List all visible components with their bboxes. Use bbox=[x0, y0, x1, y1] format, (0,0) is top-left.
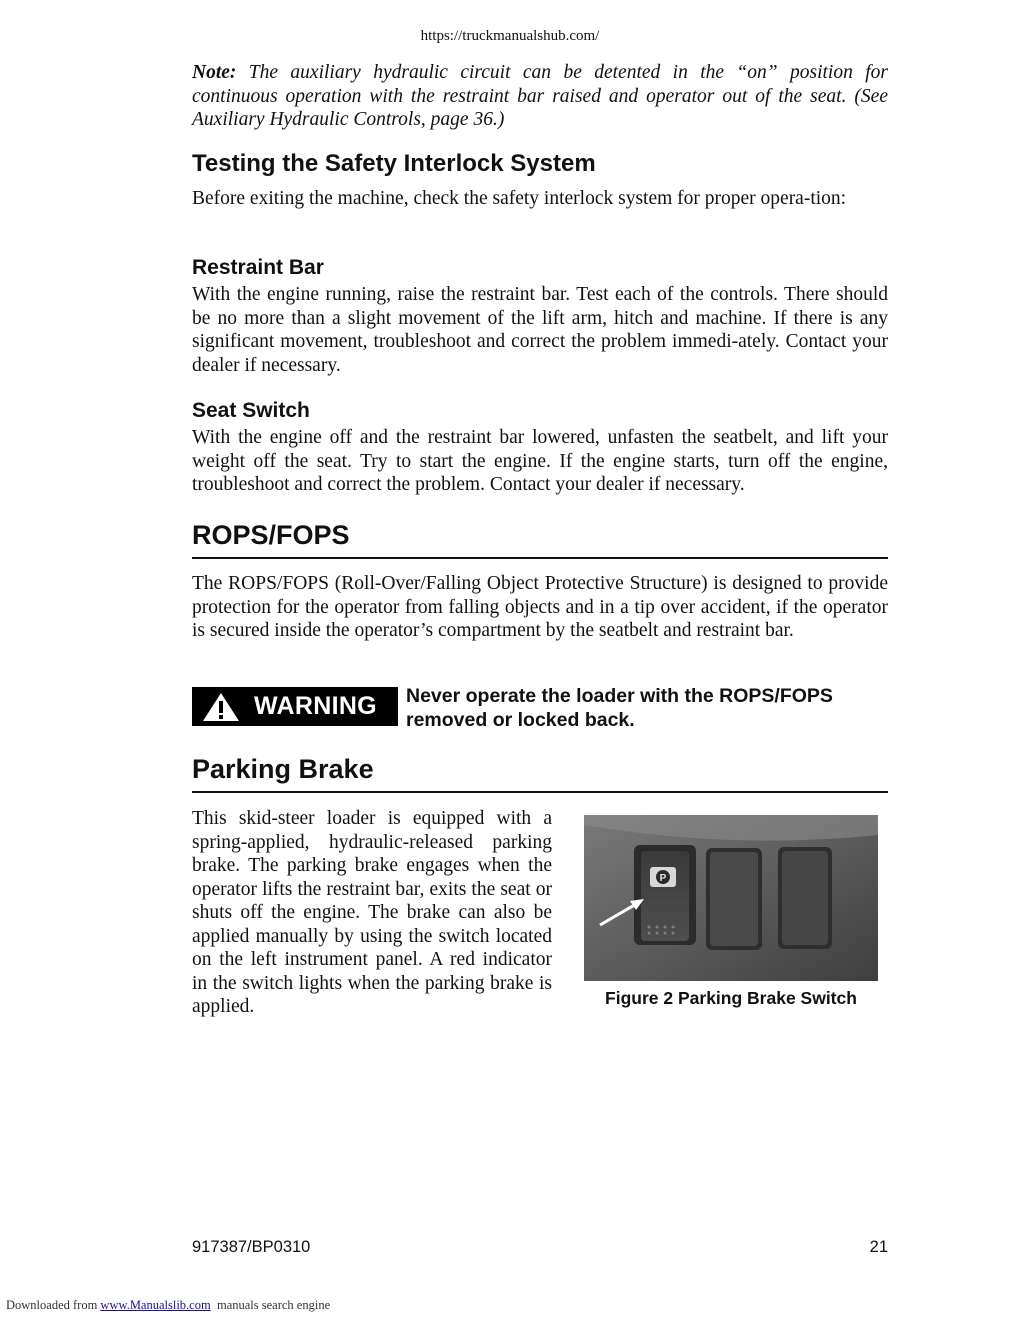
warning-label: WARNING bbox=[254, 692, 377, 720]
manualslib-link[interactable]: www.Manualslib.com bbox=[100, 1298, 211, 1312]
figure-caption: Figure 2 Parking Brake Switch bbox=[605, 988, 857, 1008]
note-paragraph bbox=[192, 61, 888, 132]
warning-label-box bbox=[192, 687, 398, 726]
footer-doc-number: 917387/BP0310 bbox=[192, 1238, 311, 1256]
heading-parking-brake: Parking Brake bbox=[192, 754, 374, 784]
warning-text: Never operate the loader with the ROPS/FOPS removed or locked back. bbox=[406, 685, 833, 731]
note-text: The auxiliary hydraulic circuit can be detented in the “on” position for continuous operation with the restraint bar raised and operator out of the seat. (See Auxiliary Hydraulic Controls, page 36.) bbox=[192, 62, 888, 130]
footer-page-number: 21 bbox=[869, 1238, 888, 1256]
seat-switch-text: With the engine off and the restraint bar lowered, unfasten the seatbelt, and lift your weight off the seat. Try to start the engine. If the engine starts, turn off the engine, troubleshoot and correct the problem. Contact your dealer if necessary. bbox=[192, 427, 888, 495]
parking-brake-switch-photo bbox=[584, 815, 878, 981]
download-notice bbox=[6, 1298, 330, 1313]
download-prefix: Downloaded from bbox=[6, 1298, 98, 1312]
heading-restraint-bar: Restraint Bar bbox=[192, 256, 324, 279]
switch-symbol-p: P bbox=[659, 873, 667, 884]
restraint-bar-text: With the engine running, raise the restraint bar. Test each of the controls. There should be no more than a slight movement of the lift arm, hitch and machine. If there is any significant movement, troubleshoot and correct the problem immedi-ately. Contact your dealer if necessary. bbox=[192, 284, 888, 376]
warning-triangle-icon bbox=[202, 692, 240, 722]
heading-testing-safety-interlock: Testing the Safety Interlock System bbox=[192, 150, 596, 177]
header-url: https://truckmanualshub.com/ bbox=[420, 28, 600, 44]
heading-rops-fops: ROPS/FOPS bbox=[192, 520, 350, 550]
section-divider-parking bbox=[192, 791, 888, 793]
parking-brake-text: This skid-steer loader is equipped with a spring-applied, hydraulic-released parking brake. The parking brake engages when the operator lifts the restraint bar, exits the seat or shuts off the engine. The brake can also be applied manually by using the switch located on the left instrument panel. A red indicator in the switch lights when the parking brake is applied. bbox=[192, 808, 552, 1017]
note-label: Note: bbox=[192, 62, 237, 83]
testing-intro: Before exiting the machine, check the safety interlock system for proper opera-tion: bbox=[192, 188, 847, 209]
rops-fops-text: The ROPS/FOPS (Roll-Over/Falling Object Protective Structure) is designed to provide protection for the operator from falling objects and in a tip over accident, if the operator is secured inside the operator’s compartment by the seatbelt and restraint bar. bbox=[192, 573, 888, 641]
section-divider-rops bbox=[192, 557, 888, 559]
download-suffix: manuals search engine bbox=[216, 1298, 331, 1312]
heading-seat-switch: Seat Switch bbox=[192, 399, 310, 422]
